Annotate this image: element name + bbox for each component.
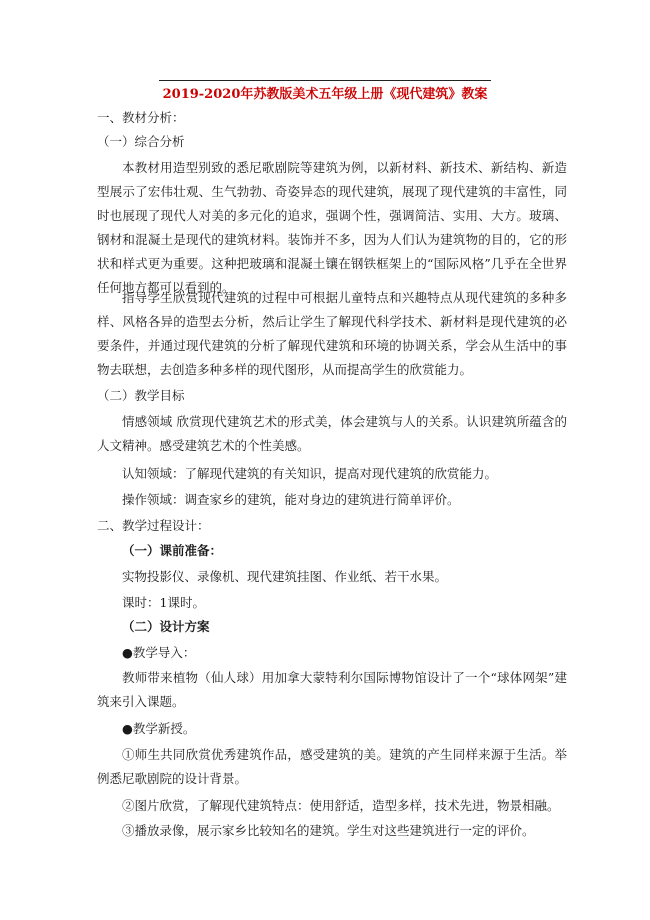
step-3-paragraph: ③播放录像，展示家乡比较知名的建筑。学生对这些建筑进行一定的评价。	[122, 823, 535, 838]
lesson-time: 课时：1课时。	[122, 595, 205, 610]
section-2-subheading-plan: （二）设计方案	[122, 619, 210, 634]
section-2-subheading-prep: （一）课前准备：	[122, 543, 223, 558]
goal-operation: 操作领域：调查家乡的建筑，能对身边的建筑进行简单评价。	[122, 492, 460, 507]
section-2-heading: 二、教学过程设计：	[97, 518, 210, 533]
step-2-paragraph: ②图片欣赏，了解现代建筑特点：使用舒适，造型多样，技术先进，物景相融。	[122, 798, 560, 813]
title-wrap	[0, 80, 650, 102]
goal-cognitive: 认知领域：了解现代建筑的有关知识，提高对现代建筑的欣赏能力。	[122, 466, 498, 481]
analysis-paragraph-2: 指导学生欣赏现代建筑的过程中可根据儿童特点和兴趣特点从现代建筑的多种多样、风格各异的造型去分析，然后让学生了解现代科学技术、新材料是现代建筑的必要条件，并通过现代建筑的分析了解现代建筑和环境的协调关系，学会从生活中的事物去联想，去创造多种多样的现代图形，从而提高学生的欣赏能力。	[97, 290, 567, 377]
section-1-subheading-analysis: （一）综合分析	[97, 134, 185, 149]
step-1-paragraph: ①师生共同欣赏优秀建筑作品，感受建筑的美。建筑的产生同样来源于生活。举例悉尼歌剧院的设计背景。	[97, 747, 567, 786]
goal-emotional: 情感领域 欣赏现代建筑艺术的形式美，体会建筑与人的关系。认识建筑所蕴含的人文精神。感受建筑艺术的个性美感。	[97, 414, 567, 453]
section-1-subheading-goals: （二）教学目标	[97, 388, 185, 403]
intro-paragraph: 教师带来植物（仙人球）用加拿大蒙特利尔国际博物馆设计了一个“球体网架”建筑来引入课题。	[97, 670, 567, 709]
analysis-paragraph-1: 本教材用造型别致的悉尼歌剧院等建筑为例，以新材料、新技术、新结构、新造型展示了宏伟壮观、生气勃勃、奇姿异态的现代建筑，展现了现代建筑的丰富性，同时也展现了现代人对美的多元化的追求，强调个性，强调简洁、实用、大方。玻璃、钢材和混凝土是现代的建筑材料。装饰并不多，因为人们认为建筑物的目的，它的形状和样式更为重要。这种把玻璃和混凝土镶在钢铁框架上的“国际风格”几乎在全世界任何地方都可以看到的。	[97, 160, 567, 295]
new-lesson-heading: ●教学新授。	[122, 721, 196, 736]
document-title: 2019-2020年苏教版美术五年级上册《现代建筑》教案	[159, 80, 492, 102]
intro-heading: ●教学导入：	[122, 645, 196, 660]
prep-materials: 实物投影仪、录像机、现代建筑挂图、作业纸、若干水果。	[122, 569, 448, 584]
section-1-heading: 一、教材分析：	[97, 110, 185, 125]
